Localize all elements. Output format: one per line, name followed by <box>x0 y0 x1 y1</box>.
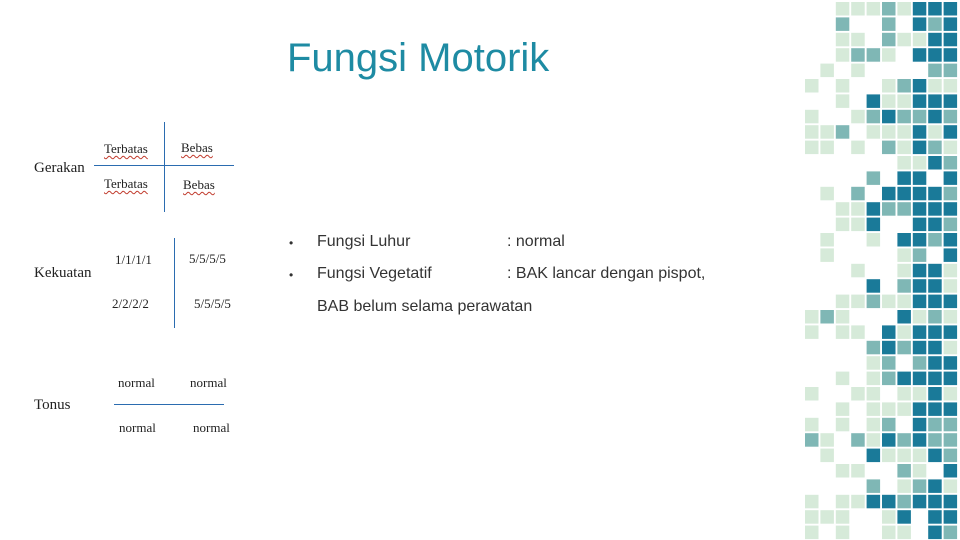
mosaic-tile <box>851 64 865 78</box>
tonus-bottom-right: normal <box>193 420 230 435</box>
mosaic-tile <box>867 418 881 432</box>
mosaic-tile <box>836 526 850 540</box>
mosaic-tile <box>913 479 927 493</box>
mosaic-tile <box>897 325 911 339</box>
mosaic-tile <box>913 171 927 185</box>
mosaic-tile <box>944 372 958 386</box>
mosaic-tile <box>897 156 911 170</box>
kekuatan-top-left: 1/1/1/1 <box>115 252 152 267</box>
mosaic-tile <box>882 418 896 432</box>
mosaic-tile <box>867 94 881 108</box>
mosaic-tile <box>928 79 942 93</box>
list-item-label: Fungsi Vegetatif <box>317 265 432 282</box>
mosaic-tile <box>944 433 958 447</box>
mosaic-tile <box>836 202 850 216</box>
mosaic-tile <box>836 464 850 478</box>
mosaic-tile <box>928 402 942 416</box>
mosaic-tile <box>913 279 927 293</box>
mosaic-tile <box>882 125 896 139</box>
mosaic-tile <box>928 264 942 278</box>
mosaic-tile <box>944 33 958 47</box>
mosaic-tile <box>882 17 896 31</box>
mosaic-tile <box>944 356 958 370</box>
mosaic-tile <box>805 325 819 339</box>
mosaic-tile <box>882 495 896 509</box>
mosaic-tile <box>851 218 865 232</box>
mosaic-tile <box>836 218 850 232</box>
mosaic-tile <box>944 526 958 540</box>
mosaic-tile <box>944 94 958 108</box>
tonus-bottom-left: normal <box>119 420 156 435</box>
mosaic-tile <box>913 310 927 324</box>
mosaic-tile <box>944 141 958 155</box>
mosaic-tile <box>928 325 942 339</box>
mosaic-tile <box>928 433 942 447</box>
mosaic-tile <box>836 125 850 139</box>
mosaic-tile <box>944 449 958 463</box>
mosaic-tile <box>836 94 850 108</box>
mosaic-tile <box>867 279 881 293</box>
mosaic-tile <box>913 433 927 447</box>
gerakan-vertical-divider <box>164 122 165 212</box>
mosaic-tile <box>928 418 942 432</box>
mosaic-tile <box>882 141 896 155</box>
mosaic-tile <box>805 110 819 124</box>
mosaic-tile <box>944 387 958 401</box>
mosaic-tile <box>851 387 865 401</box>
mosaic-tile <box>897 33 911 47</box>
mosaic-tile <box>944 233 958 247</box>
mosaic-tile <box>897 433 911 447</box>
mosaic-tile <box>913 125 927 139</box>
kekuatan-bottom-left: 2/2/2/2 <box>112 296 149 311</box>
mosaic-tile <box>882 94 896 108</box>
mosaic-tile <box>913 141 927 155</box>
mosaic-tile <box>882 325 896 339</box>
mosaic-tile <box>913 2 927 16</box>
mosaic-tile <box>928 64 942 78</box>
mosaic-tile <box>867 2 881 16</box>
mosaic-tile <box>805 510 819 524</box>
mosaic-tile <box>928 279 942 293</box>
mosaic-tile <box>882 341 896 355</box>
mosaic-tile <box>913 495 927 509</box>
mosaic-tile <box>944 64 958 78</box>
mosaic-tile <box>944 325 958 339</box>
mosaic-tile <box>820 125 834 139</box>
mosaic-tile <box>805 495 819 509</box>
mosaic-tile <box>913 372 927 386</box>
mosaic-tile <box>897 171 911 185</box>
mosaic-tile <box>897 449 911 463</box>
mosaic-tile <box>944 2 958 16</box>
mosaic-tile <box>867 125 881 139</box>
mosaic-tile <box>882 510 896 524</box>
tonus-label: Tonus <box>34 397 71 413</box>
tonus-top-left: normal <box>118 375 155 390</box>
mosaic-tile <box>944 310 958 324</box>
mosaic-tile <box>867 233 881 247</box>
mosaic-tile <box>944 464 958 478</box>
mosaic-tile <box>836 510 850 524</box>
mosaic-tile <box>836 325 850 339</box>
mosaic-tile <box>882 372 896 386</box>
mosaic-tile <box>944 295 958 309</box>
mosaic-tile <box>867 449 881 463</box>
kekuatan-bottom-right: 5/5/5/5 <box>194 296 231 311</box>
mosaic-tile <box>913 202 927 216</box>
mosaic-tile <box>882 433 896 447</box>
mosaic-tile <box>820 187 834 201</box>
mosaic-tile <box>882 295 896 309</box>
mosaic-tile <box>928 48 942 62</box>
mosaic-tile <box>897 479 911 493</box>
mosaic-tile <box>928 387 942 401</box>
mosaic-tile <box>882 33 896 47</box>
mosaic-tile <box>913 464 927 478</box>
mosaic-tile <box>836 418 850 432</box>
mosaic-tile <box>897 248 911 262</box>
mosaic-tile <box>836 48 850 62</box>
mosaic-tile <box>867 387 881 401</box>
mosaic-tile <box>867 295 881 309</box>
list-item-value: : normal <box>507 233 565 250</box>
mosaic-tile <box>820 64 834 78</box>
mosaic-tile <box>867 402 881 416</box>
mosaic-tile <box>805 418 819 432</box>
mosaic-tile <box>928 218 942 232</box>
mosaic-tile <box>913 356 927 370</box>
mosaic-tile <box>944 125 958 139</box>
slide-title: Fungsi Motorik <box>287 36 550 80</box>
mosaic-tile <box>928 295 942 309</box>
mosaic-tile <box>944 279 958 293</box>
mosaic-tile <box>851 141 865 155</box>
mosaic-tile <box>913 295 927 309</box>
mosaic-tile <box>928 526 942 540</box>
mosaic-tile <box>897 526 911 540</box>
mosaic-tile <box>944 17 958 31</box>
mosaic-tile <box>805 310 819 324</box>
mosaic-tile <box>913 156 927 170</box>
mosaic-tile <box>851 325 865 339</box>
mosaic-tile <box>897 495 911 509</box>
mosaic-tile <box>928 479 942 493</box>
mosaic-tile <box>944 418 958 432</box>
mosaic-tile <box>897 402 911 416</box>
mosaic-tile <box>882 79 896 93</box>
mosaic-tile <box>928 510 942 524</box>
mosaic-tile <box>867 433 881 447</box>
mosaic-tile <box>820 310 834 324</box>
mosaic-tile <box>913 248 927 262</box>
mosaic-tile <box>897 2 911 16</box>
mosaic-tile <box>836 33 850 47</box>
mosaic-tile <box>913 418 927 432</box>
mosaic-tile <box>897 464 911 478</box>
mosaic-tile <box>913 402 927 416</box>
mosaic-tile <box>928 233 942 247</box>
mosaic-tile <box>928 341 942 355</box>
mosaic-tile <box>944 202 958 216</box>
list-item-label: Fungsi Luhur <box>317 233 411 250</box>
mosaic-tile <box>867 495 881 509</box>
mosaic-tile <box>913 233 927 247</box>
mosaic-tile <box>944 218 958 232</box>
mosaic-tile <box>913 79 927 93</box>
mosaic-tile <box>928 449 942 463</box>
mosaic-tile <box>882 202 896 216</box>
mosaic-tile <box>897 110 911 124</box>
tonus-horizontal-divider <box>114 404 224 405</box>
mosaic-tile <box>897 79 911 93</box>
mosaic-tile <box>867 171 881 185</box>
mosaic-tile <box>913 387 927 401</box>
mosaic-tile <box>851 202 865 216</box>
mosaic-tile <box>867 479 881 493</box>
gerakan-bottom-left: Terbatas <box>104 176 148 191</box>
mosaic-tile <box>820 510 834 524</box>
mosaic-tile <box>897 510 911 524</box>
mosaic-tile <box>928 187 942 201</box>
gerakan-bottom-right: Bebas <box>183 177 215 192</box>
mosaic-tile <box>882 187 896 201</box>
mosaic-tile <box>836 372 850 386</box>
mosaic-tile <box>820 248 834 262</box>
mosaic-tile <box>913 341 927 355</box>
mosaic-tile <box>944 479 958 493</box>
mosaic-tile <box>913 449 927 463</box>
mosaic-tile <box>913 218 927 232</box>
mosaic-tile <box>944 341 958 355</box>
mosaic-tile <box>944 495 958 509</box>
mosaic-tile <box>928 202 942 216</box>
gerakan-horizontal-divider <box>94 165 234 166</box>
mosaic-tile <box>928 495 942 509</box>
mosaic-tile <box>944 110 958 124</box>
mosaic-tile <box>897 233 911 247</box>
mosaic-tile <box>897 187 911 201</box>
mosaic-tile <box>944 264 958 278</box>
mosaic-tile <box>913 325 927 339</box>
kekuatan-label: Kekuatan <box>34 265 92 281</box>
mosaic-tile <box>882 110 896 124</box>
kekuatan-vertical-divider <box>174 238 175 328</box>
mosaic-tile <box>897 279 911 293</box>
mosaic-tile <box>820 141 834 155</box>
mosaic-tile <box>897 125 911 139</box>
mosaic-tile <box>944 402 958 416</box>
mosaic-tile <box>851 2 865 16</box>
mosaic-tile <box>928 94 942 108</box>
mosaic-tile <box>882 402 896 416</box>
mosaic-tile <box>836 17 850 31</box>
mosaic-tile <box>913 110 927 124</box>
mosaic-tile <box>851 295 865 309</box>
mosaic-tile <box>897 202 911 216</box>
mosaic-tile <box>851 495 865 509</box>
mosaic-tile <box>897 387 911 401</box>
mosaic-tile <box>897 295 911 309</box>
mosaic-tile <box>944 171 958 185</box>
mosaic-tile <box>836 310 850 324</box>
mosaic-tile <box>928 33 942 47</box>
mosaic-tile <box>820 233 834 247</box>
mosaic-tile <box>836 295 850 309</box>
mosaic-tile <box>913 17 927 31</box>
mosaic-tile <box>897 372 911 386</box>
mosaic-tile <box>836 2 850 16</box>
mosaic-tile <box>851 187 865 201</box>
list-item-continuation: BAB belum selama perawatan <box>317 298 533 315</box>
mosaic-tile <box>913 264 927 278</box>
mosaic-tile <box>913 33 927 47</box>
mosaic-tile <box>805 526 819 540</box>
mosaic-tile <box>867 202 881 216</box>
mosaic-tile <box>928 372 942 386</box>
mosaic-tile <box>944 156 958 170</box>
mosaic-tile <box>820 449 834 463</box>
mosaic-tile <box>928 17 942 31</box>
bullet-marker: • <box>289 268 294 282</box>
mosaic-tile <box>928 110 942 124</box>
mosaic-tile <box>851 464 865 478</box>
gerakan-label: Gerakan <box>34 160 85 176</box>
mosaic-tile <box>928 156 942 170</box>
mosaic-tile <box>897 264 911 278</box>
mosaic-tile <box>913 187 927 201</box>
mosaic-tile <box>913 94 927 108</box>
gerakan-top-right: Bebas <box>181 140 213 155</box>
mosaic-tile <box>928 356 942 370</box>
mosaic-tile <box>897 310 911 324</box>
mosaic-tile <box>805 141 819 155</box>
mosaic-tile <box>944 48 958 62</box>
mosaic-tile <box>820 433 834 447</box>
tonus-top-right: normal <box>190 375 227 390</box>
mosaic-tile <box>928 2 942 16</box>
mosaic-tile <box>897 341 911 355</box>
mosaic-tile <box>805 387 819 401</box>
mosaic-tile <box>836 402 850 416</box>
mosaic-tile <box>867 48 881 62</box>
mosaic-tile <box>897 94 911 108</box>
mosaic-tile <box>836 79 850 93</box>
mosaic-tile <box>867 372 881 386</box>
mosaic-tile <box>882 356 896 370</box>
mosaic-tile <box>882 2 896 16</box>
mosaic-tile <box>882 449 896 463</box>
kekuatan-top-right: 5/5/5/5 <box>189 251 226 266</box>
mosaic-tile <box>867 218 881 232</box>
mosaic-tile <box>882 48 896 62</box>
mosaic-tile <box>851 33 865 47</box>
mosaic-tile <box>897 141 911 155</box>
mosaic-tile <box>805 79 819 93</box>
list-item-value: : BAK lancar dengan pispot, <box>507 265 706 282</box>
mosaic-tile <box>805 125 819 139</box>
mosaic-tile <box>944 187 958 201</box>
mosaic-tile <box>851 264 865 278</box>
mosaic-tile <box>805 433 819 447</box>
mosaic-tile <box>851 433 865 447</box>
mosaic-tile <box>867 110 881 124</box>
mosaic-tile <box>928 125 942 139</box>
mosaic-tile <box>928 141 942 155</box>
mosaic-tile <box>928 310 942 324</box>
mosaic-tile <box>851 48 865 62</box>
mosaic-tile <box>944 510 958 524</box>
mosaic-tile <box>882 526 896 540</box>
mosaic-tile <box>867 341 881 355</box>
mosaic-tile <box>836 495 850 509</box>
bullet-marker: • <box>289 236 294 250</box>
mosaic-tile <box>944 79 958 93</box>
mosaic-tile <box>867 356 881 370</box>
gerakan-top-left: Terbatas <box>104 141 148 156</box>
mosaic-tile <box>851 110 865 124</box>
mosaic-tile <box>913 48 927 62</box>
mosaic-tile <box>944 248 958 262</box>
